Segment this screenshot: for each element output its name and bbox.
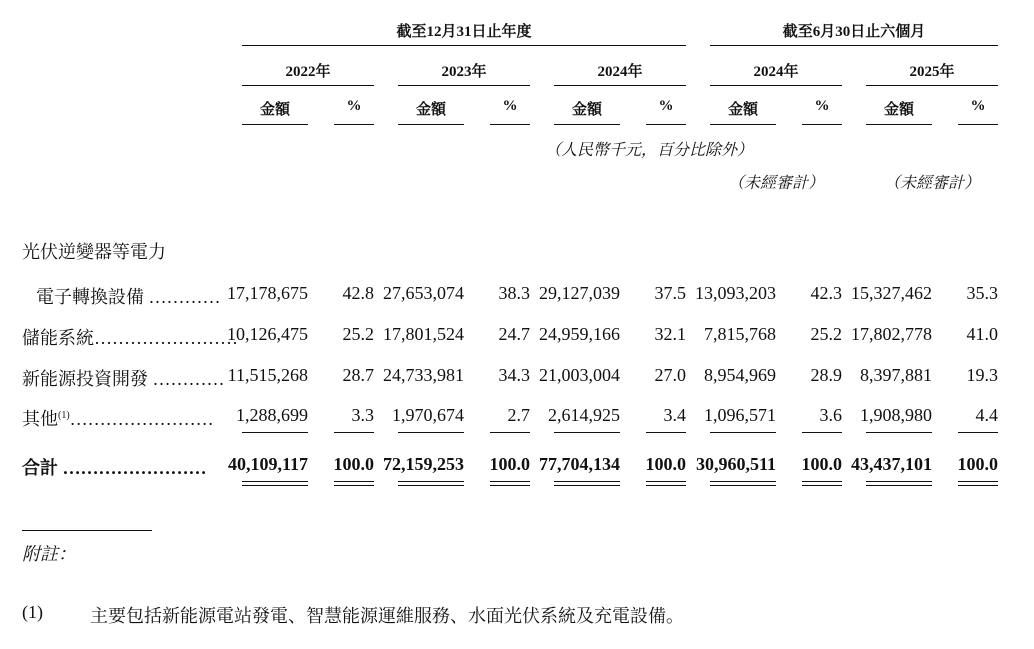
group-rule-interim bbox=[710, 45, 998, 46]
category-heading: 光伏逆變器等電力 bbox=[22, 242, 166, 262]
cell-amount: 8,954,969 bbox=[704, 365, 776, 385]
row-label-dots: …………………… bbox=[69, 409, 214, 429]
subtotal-rule bbox=[398, 432, 464, 433]
cell-amount: 13,093,203 bbox=[695, 283, 776, 303]
cell-amount: 29,127,039 bbox=[539, 283, 620, 303]
row-label-text: 其他 bbox=[22, 409, 58, 429]
cell-percent: 25.2 bbox=[342, 324, 374, 344]
total-percent: 100.0 bbox=[957, 454, 998, 474]
subtotal-rule bbox=[802, 432, 842, 433]
total-double-rule bbox=[490, 485, 530, 486]
cell-percent: 25.2 bbox=[810, 324, 842, 344]
cell-percent: 42.8 bbox=[342, 283, 374, 303]
total-double-rule bbox=[710, 481, 776, 482]
cell-percent: 19.3 bbox=[966, 365, 998, 385]
col-header-amount: 金額 bbox=[571, 102, 602, 118]
cell-amount: 24,733,981 bbox=[383, 365, 464, 385]
col-header-amount: 金額 bbox=[415, 102, 446, 118]
cell-percent: 3.4 bbox=[663, 405, 686, 425]
year-header-2022: 2022年 bbox=[285, 64, 331, 80]
total-double-rule bbox=[866, 485, 932, 486]
cell-percent: 42.3 bbox=[810, 283, 842, 303]
col-header-percent: % bbox=[502, 98, 518, 114]
col-header-amount: 金額 bbox=[883, 102, 914, 118]
total-double-rule bbox=[242, 485, 308, 486]
col-rule bbox=[802, 124, 842, 125]
cell-amount: 11,515,268 bbox=[227, 365, 308, 385]
cell-amount: 15,327,462 bbox=[851, 283, 932, 303]
footnote-separator bbox=[22, 530, 152, 531]
cell-amount: 27,653,074 bbox=[383, 283, 464, 303]
cell-percent: 3.6 bbox=[819, 405, 842, 425]
col-header-percent: % bbox=[658, 98, 674, 114]
col-header-percent: % bbox=[346, 98, 362, 114]
total-double-rule bbox=[710, 485, 776, 486]
cell-percent: 24.7 bbox=[498, 324, 530, 344]
cell-amount: 1,908,980 bbox=[860, 405, 932, 425]
col-header-amount: 金額 bbox=[727, 102, 758, 118]
subtotal-rule bbox=[646, 432, 686, 433]
total-double-rule bbox=[958, 485, 998, 486]
footnote-marker: (1) bbox=[58, 410, 70, 421]
total-double-rule bbox=[554, 485, 620, 486]
cell-percent: 3.3 bbox=[351, 405, 374, 425]
total-amount: 40,109,117 bbox=[227, 454, 308, 474]
unaudited-note: （未經審計） bbox=[727, 175, 824, 192]
cell-percent: 27.0 bbox=[654, 365, 686, 385]
col-rule bbox=[710, 124, 776, 125]
total-double-rule bbox=[866, 481, 932, 482]
group-rule-annual bbox=[242, 45, 686, 46]
unaudited-note: （未經審計） bbox=[883, 175, 980, 192]
cell-percent: 28.7 bbox=[342, 365, 374, 385]
subtotal-rule bbox=[490, 432, 530, 433]
total-double-rule bbox=[646, 481, 686, 482]
cell-percent: 4.4 bbox=[975, 405, 998, 425]
total-amount: 72,159,253 bbox=[383, 454, 464, 474]
year-header-2024: 2024年 bbox=[597, 64, 643, 80]
total-double-rule bbox=[334, 481, 374, 482]
total-percent: 100.0 bbox=[489, 454, 530, 474]
cell-percent: 32.1 bbox=[654, 324, 686, 344]
row-label: 新能源投資開發 ………… bbox=[22, 369, 225, 389]
col-rule bbox=[866, 124, 932, 125]
total-percent: 100.0 bbox=[645, 454, 686, 474]
row-label: 儲能系統…………………… bbox=[22, 328, 238, 348]
cell-amount: 2,614,925 bbox=[548, 405, 620, 425]
year-rule bbox=[866, 85, 998, 86]
total-percent: 100.0 bbox=[801, 454, 842, 474]
cell-percent: 38.3 bbox=[498, 283, 530, 303]
cell-amount: 1,970,674 bbox=[392, 405, 464, 425]
total-double-rule bbox=[958, 481, 998, 482]
total-percent: 100.0 bbox=[333, 454, 374, 474]
row-label: 電子轉換設備 ………… bbox=[36, 287, 221, 307]
total-double-rule bbox=[802, 481, 842, 482]
cell-percent: 2.7 bbox=[507, 405, 530, 425]
subtotal-rule bbox=[242, 432, 308, 433]
col-rule bbox=[646, 124, 686, 125]
year-rule bbox=[710, 85, 842, 86]
total-double-rule bbox=[398, 485, 464, 486]
cell-amount: 1,096,571 bbox=[704, 405, 776, 425]
unit-note: （人民幣千元，百分比除外） bbox=[545, 142, 754, 159]
col-rule bbox=[334, 124, 374, 125]
year-header-2025-h1: 2025年 bbox=[909, 64, 955, 80]
col-rule bbox=[554, 124, 620, 125]
cell-amount: 7,815,768 bbox=[704, 324, 776, 344]
total-amount: 30,960,511 bbox=[695, 454, 776, 474]
year-rule bbox=[554, 85, 686, 86]
col-rule bbox=[958, 124, 998, 125]
total-double-rule bbox=[334, 485, 374, 486]
col-header-amount: 金額 bbox=[259, 102, 290, 118]
subtotal-rule bbox=[866, 432, 932, 433]
cell-amount: 17,801,524 bbox=[383, 324, 464, 344]
cell-amount: 10,126,475 bbox=[227, 324, 308, 344]
subtotal-rule bbox=[710, 432, 776, 433]
subtotal-rule bbox=[334, 432, 374, 433]
cell-amount: 24,959,166 bbox=[539, 324, 620, 344]
cell-percent: 34.3 bbox=[498, 365, 530, 385]
total-double-rule bbox=[554, 481, 620, 482]
year-rule bbox=[242, 85, 374, 86]
cell-amount: 21,003,004 bbox=[539, 365, 620, 385]
total-double-rule bbox=[802, 485, 842, 486]
cell-percent: 37.5 bbox=[654, 283, 686, 303]
cell-amount: 1,288,699 bbox=[236, 405, 308, 425]
cell-percent: 41.0 bbox=[966, 324, 998, 344]
subtotal-rule bbox=[554, 432, 620, 433]
col-rule bbox=[242, 124, 308, 125]
total-double-rule bbox=[398, 481, 464, 482]
total-double-rule bbox=[242, 481, 308, 482]
cell-percent: 28.9 bbox=[810, 365, 842, 385]
total-label: 合計 …………………… bbox=[22, 458, 207, 478]
group-header-annual: 截至12月31日止年度 bbox=[396, 24, 532, 40]
group-header-interim: 截至6月30日止六個月 bbox=[782, 24, 926, 40]
year-rule bbox=[398, 85, 530, 86]
total-double-rule bbox=[490, 481, 530, 482]
notes-heading: 附註： bbox=[22, 544, 76, 564]
subtotal-rule bbox=[958, 432, 998, 433]
cell-amount: 8,397,881 bbox=[860, 365, 932, 385]
total-double-rule bbox=[646, 485, 686, 486]
cell-percent: 35.3 bbox=[966, 283, 998, 303]
note-marker: (1) bbox=[22, 602, 43, 622]
col-rule bbox=[490, 124, 530, 125]
col-header-percent: % bbox=[814, 98, 830, 114]
total-amount: 77,704,134 bbox=[539, 454, 620, 474]
row-label bbox=[22, 405, 214, 431]
cell-amount: 17,802,778 bbox=[851, 324, 932, 344]
col-rule bbox=[398, 124, 464, 125]
cell-amount: 17,178,675 bbox=[227, 283, 308, 303]
year-header-2024-h1: 2024年 bbox=[753, 64, 799, 80]
year-header-2023: 2023年 bbox=[441, 64, 487, 80]
note-text: 主要包括新能源電站發電、智慧能源運維服務、水面光伏系統及充電設備。 bbox=[90, 606, 684, 626]
col-header-percent: % bbox=[970, 98, 986, 114]
total-amount: 43,437,101 bbox=[851, 454, 932, 474]
